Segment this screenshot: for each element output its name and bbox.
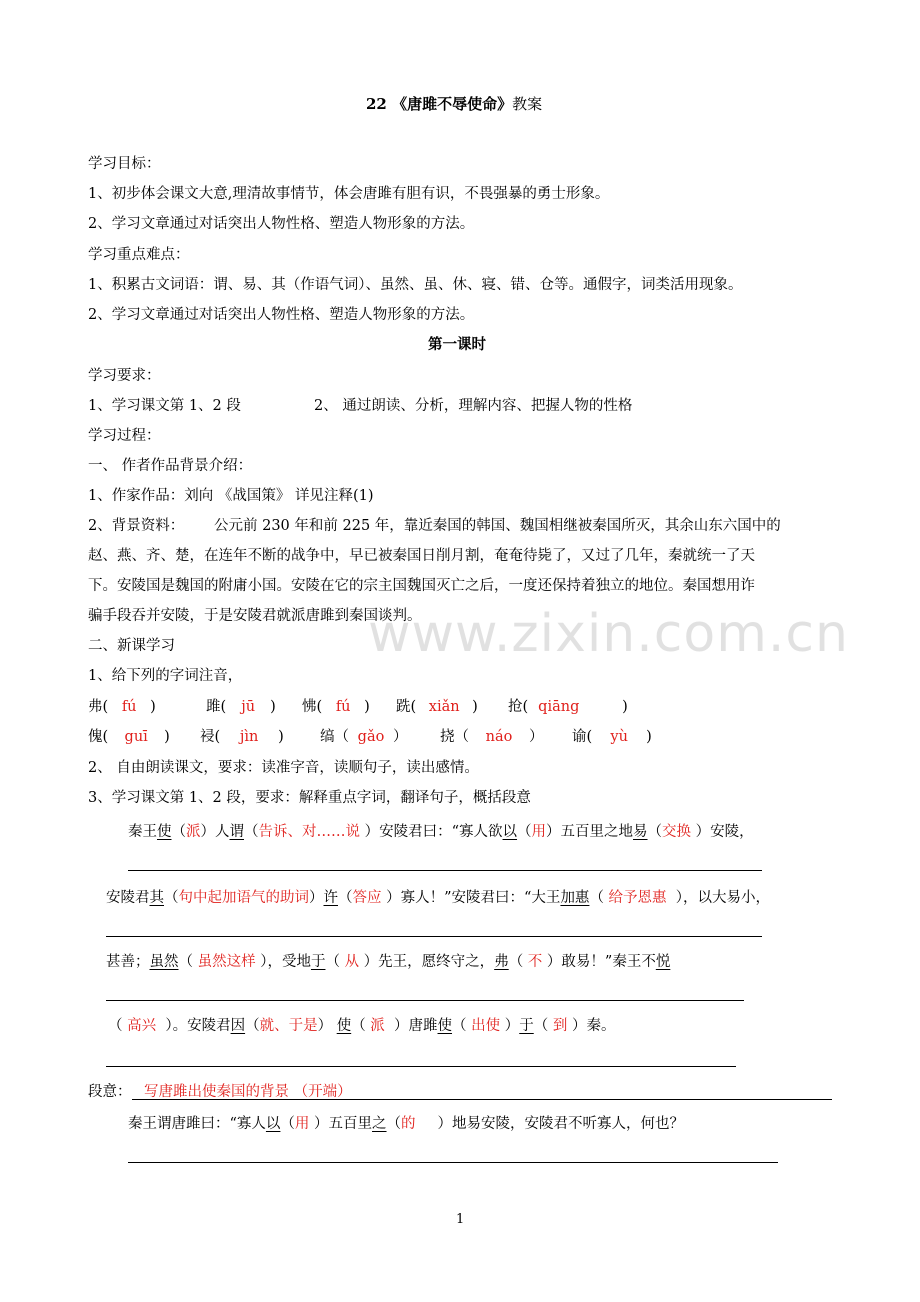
- pinyin-item: 傀( guī ): [88, 729, 170, 745]
- key-word: 以: [502, 824, 518, 840]
- pinyin-item: 缟（ gǎo ）: [320, 729, 408, 745]
- key-word: 许: [323, 890, 338, 906]
- pinyin-item: 谕( yù ): [572, 729, 652, 745]
- key-word: 使: [437, 1018, 453, 1034]
- annotation: 到: [552, 1018, 568, 1034]
- section-2-heading: 二、新课学习: [88, 638, 175, 654]
- passage-line-1: 秦王使（派）人谓（告诉、对……说 ）安陵君曰：“寡人欲以（用）五百里之地易（交换 ）安陵，: [128, 824, 754, 840]
- reading-instruction: 2、 自由朗读课文，要求：读准字音，读顺句子，读出感情。: [88, 760, 479, 776]
- key-word: 谓: [229, 824, 244, 840]
- pinyin-answer: xiǎn: [428, 699, 460, 715]
- pinyin-item: 怫( fú ): [302, 699, 370, 715]
- pinyin-answer: jū: [241, 699, 256, 715]
- paragraph-meaning-label: 段意：: [88, 1084, 132, 1100]
- author-works: 1、作家作品：刘向 《战国策》 详见注释(1): [88, 488, 374, 504]
- key-word: 悦: [655, 954, 671, 970]
- pinyin-answer: yù: [610, 729, 628, 745]
- process-heading: 学习过程：: [88, 428, 161, 444]
- answer-line: [128, 1162, 778, 1163]
- requirement-2: 2、 通过朗读、分析，理解内容、把握人物的性格: [314, 398, 633, 414]
- requirements-heading: 学习要求：: [88, 368, 161, 384]
- lesson-heading: 第一课时: [428, 336, 486, 353]
- annotation: 虽然这样: [197, 954, 256, 970]
- paragraph-meaning: [88, 1082, 132, 1102]
- section-1-heading: 一、 作者作品背景介绍：: [88, 458, 253, 474]
- pinyin-instruction: 1、给下列的字词注音，: [88, 668, 243, 684]
- pinyin-answer: jìn: [239, 729, 259, 745]
- pinyin-answer: gǎo: [357, 729, 385, 745]
- annotation: 用: [531, 824, 547, 840]
- annotation: 出使: [471, 1018, 501, 1034]
- requirement-1: 1、学习课文第 1、2 段: [88, 398, 241, 414]
- pinyin-answer: fú: [121, 699, 137, 715]
- annotation: 句中起加语气的助词: [178, 890, 309, 906]
- goal-1: 1、初步体会课文大意,理清故事情节，体会唐雎有胆有识，不畏强暴的勇士形象。: [88, 186, 610, 202]
- key-word: 弗: [494, 954, 509, 970]
- annotation: 派: [186, 824, 201, 840]
- pinyin-answer: náo: [485, 729, 513, 745]
- title-main: 《唐雎不辱使命》: [392, 95, 513, 113]
- passage-line-3: 甚善；虽然（ 虽然这样 ），受地于（ 从 ）先王，愿终守之，弗（ 不 ）敢易！”秦王不悦: [106, 954, 671, 970]
- pinyin-answer: qiāng: [538, 699, 580, 715]
- key-word: 加惠: [560, 890, 590, 906]
- key-word: 因: [230, 1018, 246, 1034]
- annotation: 高兴: [127, 1018, 157, 1034]
- key-word: 于: [519, 1018, 534, 1034]
- watermark: www.zixin.com.cn: [368, 604, 849, 664]
- pinyin-answer: fú: [335, 699, 351, 715]
- background-line-1: 公元前 230 年和前 225 年，靠近秦国的韩国、魏国相继被秦国所灭，其余山东六国中的: [214, 518, 781, 534]
- goals-heading: 学习目标：: [88, 156, 161, 172]
- annotation: 派: [370, 1018, 385, 1034]
- answer-line: [106, 1066, 736, 1067]
- study-instruction: 3、学习课文第 1、2 段，要求：解释重点字词，翻译句子，概括段意: [88, 790, 531, 806]
- paragraph-meaning-answer: 写唐雎出使秦国的背景 （开端）: [144, 1084, 352, 1100]
- key-1: 1、积累古文词语：谓、易、其（作语气词）、虽然、虽、休、寝、错、仓等。通假字，词类活用现象。: [88, 277, 743, 293]
- background-line-2: 赵、燕、齐、楚，在连年不断的战争中，早已被秦国日削月割，奄奄待毙了，又过了几年，秦就统一了天: [88, 548, 755, 564]
- passage-line-5: 秦王谓唐雎曰：“寡人以（用 ）五百里之（的 ）地易安陵，安陵君不听寡人，何也？: [128, 1116, 685, 1132]
- annotation: 的: [401, 1116, 416, 1132]
- pinyin-item: 挠（ náo ）: [440, 729, 544, 745]
- pinyin-item: 弗( fú ): [88, 699, 156, 715]
- goal-2: 2、学习文章通过对话突出人物性格、塑造人物形象的方法。: [88, 216, 475, 232]
- key-word: 易: [633, 824, 648, 840]
- answer-line: [106, 1000, 744, 1001]
- annotation: 答应: [352, 890, 382, 906]
- key-2: 2、学习文章通过对话突出人物性格、塑造人物形象的方法。: [88, 307, 475, 323]
- annotation: 就、于是: [259, 1018, 318, 1034]
- key-word: 使: [336, 1018, 352, 1034]
- page-title: [366, 94, 542, 114]
- annotation: 从: [344, 954, 360, 970]
- background-line-4: 骗手段吞并安陵，于是安陵君就派唐雎到秦国谈判。: [88, 608, 422, 624]
- pinyin-item: 雎( jū ): [206, 699, 276, 715]
- background-line-3: 下。安陵国是魏国的附庸小国。安陵在它的宗主国魏国灭亡之后，一度还保持着独立的地位。秦国想用诈: [88, 578, 755, 594]
- answer-line: [128, 870, 762, 871]
- title-suffix: 教案: [512, 95, 543, 113]
- annotation: 给予恩惠: [608, 890, 667, 906]
- key-word: 之: [372, 1116, 387, 1132]
- pinyin-item: 跣( xiǎn ): [396, 699, 478, 715]
- title-number: 22: [366, 95, 387, 113]
- pinyin-item: 抢( qiāng ): [508, 699, 628, 715]
- key-word: 虽然: [149, 954, 179, 970]
- background-label: 2、背景资料：: [88, 518, 185, 534]
- page-number: 1: [456, 1212, 465, 1227]
- key-word: 其: [149, 890, 164, 906]
- annotation: 不: [527, 954, 543, 970]
- key-heading: 学习重点难点：: [88, 247, 190, 263]
- pinyin-item: 祲( jìn ): [200, 729, 284, 745]
- paragraph-meaning-line: [132, 1099, 832, 1100]
- annotation: 用: [294, 1116, 310, 1132]
- passage-line-2: 安陵君其（句中起加语气的助词）许（答应 ）寡人！”安陵君曰：“大王加惠（ 给予恩惠 ），以大易小，: [106, 890, 771, 906]
- passage-line-4: （ 高兴 ）。安陵君因（就、于是） 使（ 派 ）唐雎使（ 出使 ）于（ 到 ）秦。: [108, 1018, 616, 1034]
- key-word: 于: [310, 954, 326, 970]
- pinyin-answer: guī: [124, 729, 148, 745]
- annotation: 告诉、对……说: [258, 824, 360, 840]
- key-word: 以: [265, 1116, 281, 1132]
- annotation: 交换: [662, 824, 692, 840]
- key-word: 使: [157, 824, 172, 840]
- answer-line: [106, 936, 762, 937]
